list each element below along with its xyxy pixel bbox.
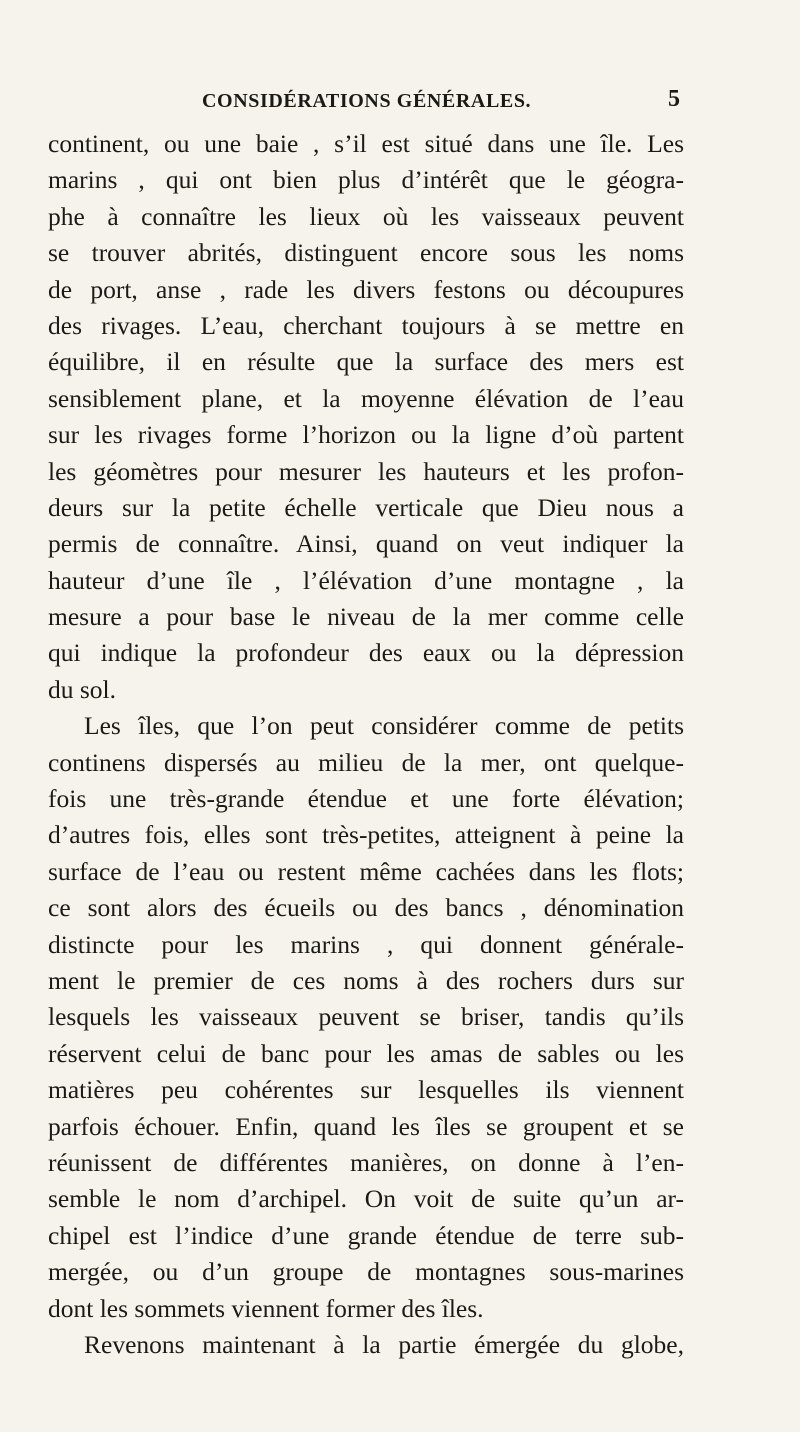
text-line: des rivages. L’eau, cherchant toujours à se mettre en <box>48 310 684 340</box>
running-title: CONSIDÉRATIONS GÉNÉRALES. <box>202 90 532 112</box>
text-line: ce sont alors des écueils ou des bancs , dénomination <box>48 893 684 923</box>
text-line: du sol. <box>48 674 117 704</box>
text-line: lesquels les vaisseaux peuvent se briser, tandis qu’ils <box>48 1002 684 1032</box>
text-line: ment le premier de ces noms à des rochers durs sur <box>48 965 684 995</box>
text-line: matières peu cohérentes sur lesquelles ils viennent <box>48 1075 684 1105</box>
text-line: chipel est l’indice d’une grande étendue de terre sub- <box>48 1220 684 1250</box>
body-text <box>48 126 684 1363</box>
text-line: mesure a pour base le niveau de la mer comme celle <box>48 602 684 632</box>
text-line: distincte pour les marins , qui donnent générale- <box>48 929 684 959</box>
text-line: marins , qui ont bien plus d’intérêt que le géogra- <box>48 165 684 195</box>
text-line: dont les sommets viennent former des îles. <box>48 1293 484 1323</box>
text-line: phe à connaître les lieux où les vaisseaux peuvent <box>48 201 684 231</box>
text-line: Les îles, que l’on peut considérer comme de petits <box>84 711 684 741</box>
text-line: semble le nom d’archipel. On voit de suite qu’un ar- <box>48 1184 684 1214</box>
text-line: sur les rivages forme l’horizon ou la ligne d’où partent <box>48 420 684 450</box>
text-line: réunissent de différentes manières, on donne à l’en- <box>48 1147 684 1177</box>
text-line: d’autres fois, elles sont très-petites, atteignent à peine la <box>48 820 684 850</box>
text-line: parfois échouer. Enfin, quand les îles se groupent et se <box>48 1111 684 1141</box>
text-line: deurs sur la petite échelle verticale que Dieu nous a <box>48 492 684 522</box>
text-line: hauteur d’une île , l’élévation d’une montagne , la <box>48 565 684 595</box>
page-number: 5 <box>668 86 680 112</box>
text-line: qui indique la profondeur des eaux ou la dépression <box>48 638 684 668</box>
text-line: de port, anse , rade les divers festons ou découpures <box>48 274 684 304</box>
text-line: permis de connaître. Ainsi, quand on veut indiquer la <box>48 529 684 559</box>
text-line: surface de l’eau ou restent même cachées dans les flots; <box>48 856 684 886</box>
text-line: les géomètres pour mesurer les hauteurs et les profon- <box>48 456 684 486</box>
text-line: équilibre, il en résulte que la surface des mers est <box>48 347 684 377</box>
text-line: continent, ou une baie , s’il est situé dans une île. Les <box>48 129 684 158</box>
text-line: mergée, ou d’un groupe de montagnes sous-marines <box>48 1257 684 1287</box>
text-line: se trouver abrités, distinguent encore sous les noms <box>48 238 684 268</box>
text-line: Revenons maintenant à la partie émergée du globe, <box>84 1329 684 1359</box>
text-line: fois une très-grande étendue et une forte élévation; <box>48 784 684 814</box>
text-line: continens dispersés au milieu de la mer, ont quelque- <box>48 747 684 777</box>
text-line: sensiblement plane, et la moyenne élévation de l’eau <box>48 383 684 413</box>
text-line: réservent celui de banc pour les amas de sables ou les <box>48 1038 684 1068</box>
